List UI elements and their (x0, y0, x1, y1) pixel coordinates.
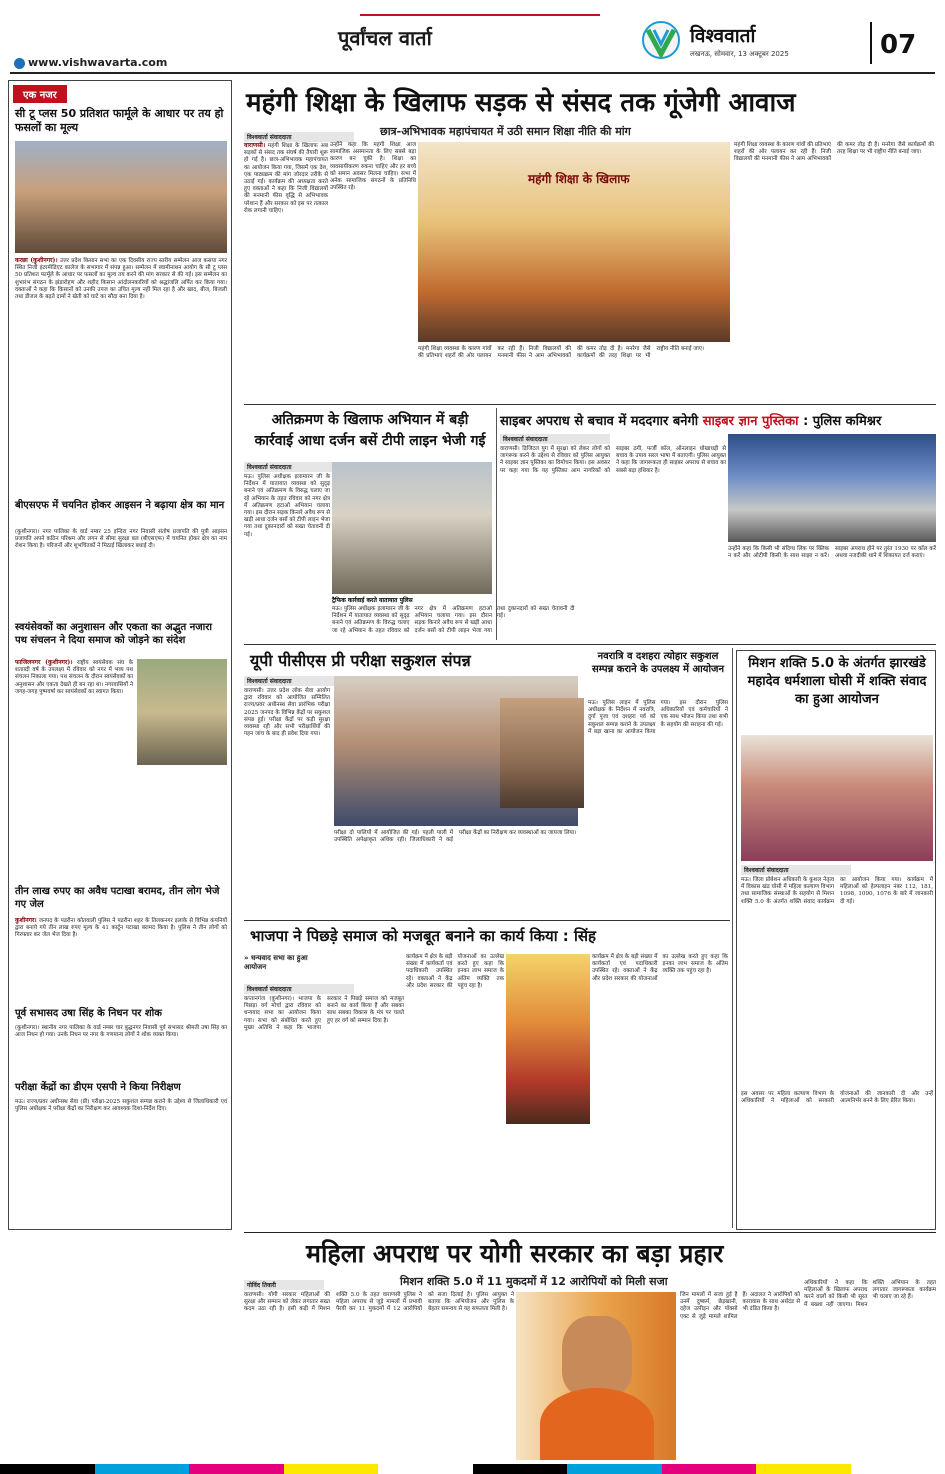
reg-magenta (662, 1464, 757, 1474)
bottom-byline: गोविंद तिवारी (244, 1280, 324, 1290)
divider (244, 920, 730, 921)
lead-headline: महंगी शिक्षा के खिलाफ सड़क से संसद तक गूंजेगी आवाज (246, 88, 796, 118)
navratri-headline: नवरात्रि व दशहरा त्योहार सकुशल सम्पन्न कराने के उपलक्ष्य में आयोजन (591, 651, 725, 675)
bottom-body2: जिन मामलों में सजा हुई है उनमें दुष्कर्म, छेड़खानी, दहेज उत्पीड़न और पॉक्सो एक्ट से जुड़े मामले शामिल हैं। अदालत ने आरोपियों को कारावास के साथ अर्थदंड से भी दंडित किया है। (680, 1292, 800, 1320)
navratri-photo (500, 698, 584, 808)
reg-cyan (567, 1464, 662, 1474)
bjp-kicker: » धन्यवाद सभा का हुआ आयोजन (244, 954, 308, 971)
bottom-rule (244, 1232, 936, 1233)
sidebar-story4-body: कुशीनगर। जनपद के पडरौना कोतवाली पुलिस ने पडरौना शहर के तिलकनगर इलाके से विभिन्न कंपनियों द्वारा बनाये गये तीन लाख रुपए मूल्य के 41 कार्टून पटाखा बरामद किया है। पुलिस ने तीन लोगों को गिरफ्तार कर जेल भेज दिया है। (15, 917, 228, 939)
site-url[interactable]: www.vishwavarta.com (28, 56, 168, 69)
reg-magenta (189, 1464, 284, 1474)
masthead-accent-bar (360, 14, 600, 16)
upsc-body2: परीक्षा दो पालियों में आयोजित की गई। पहली पाली में उपस्थिति अपेक्षाकृत अधिक रही। जिलाधिकारी ने कई परीक्षा केंद्रों का निरीक्षण कर व्यवस्थाओं का जायजा लिया। (334, 830, 577, 844)
divider (244, 644, 936, 645)
cyber-byline: विश्ववार्ता संवाददाता (500, 434, 610, 444)
encroach-byline: विश्ववार्ता संवाददाता (244, 462, 354, 472)
mission-body2: इस अवसर पर महिला कल्याण विभाग के अधिकारियों ने महिलाओं को सरकारी योजनाओं की जानकारी दी और उन्हें आत्मनिर्भर बनने के लिए प्रेरित किया। (741, 1091, 933, 1105)
lead-body-col2: उन्होंने कहा कि महंगी शिक्षा आज सामाजिक असमानता के लिए सबसे बड़ा कारण बन चुकी है। शिक्षा का व्यवसायीकरण रुकना चाहिए और हर बच्चे को समान अवसर मिलना चाहिए। सभा में अनेक सामाजिक संगठनों के प्रतिनिधि उपस्थित रहे। (330, 142, 416, 192)
bottom-body: वाराणसी। योगी सरकार महिलाओं की सुरक्षा और सम्मान को लेकर लगातार सख्त कदम उठा रही है। इसी कड़ी में मिशन शक्ति 5.0 के तहत वाराणसी पुलिस ने महिला अपराध से जुड़े मामलों में प्रभावी पैरवी कर 11 मुकदमों में 12 आरोपियों को सजा दिलाई है। पुलिस आयुक्त ने बताया कि अभियोजन और पुलिस के बेहतर समन्वय से यह सफलता मिली है। (244, 1292, 514, 1313)
cyber-body2: उन्होंने कहा कि किसी भी संदिग्ध लिंक पर क्लिक न करें और ओटीपी किसी के साथ साझा न करें। साइबर अपराध होने पर तुरंत 1930 पर कॉल करें अथवा नजदीकी थाने में शिकायत दर्ज कराएं। (728, 546, 936, 560)
sidebar-story1-body: करछा (कुशीनगर)। उत्तर प्रदेश किसान सभा का एक दिवसीय राज्य स्तरीय सम्मेलन आज कसया नगर स्थित निजी इंटरमीडिएट कालेज के सभागार में संपन्न हुआ। सम्मेलन में स्वामीनाथन आयोग के सी टू प्लस 50 प्रतिशत फार्मूले के आधार पर फसलों का मूल्य तय करने की मांग सरकार से की गई। इस सम्मेलन का शुभारंभ संगठन के झंडारोहण और शहीद किसान आंदोलनकारियों को श्रद्धांजलि अर्पित कर किया गया। वक्ताओं ने कहा कि किसानों को उनकी उपज का उचित मूल्य नहीं मिल रहा है और खाद, बीज, बिजली तथा डीजल के बढ़ते दामों ने खेती को घाटे का सौदा बना दिया है। (15, 257, 227, 301)
print-registration-strip (0, 1464, 945, 1474)
page-number-divider (870, 22, 872, 64)
reg-yellow (284, 1464, 379, 1474)
sidebar-story5-body: (कुशीनगर)। स्थानीय नगर पालिका के वार्ड नम्बर चार बुद्धनगर निवासी पूर्व सभासद श्रीमती उषा सिंह का आज निधन हो गया। उनके निधन पर नगर के गणमान्य लोगों ने शोक व्यक्त किया। (15, 1025, 227, 1039)
lead-photo-banner: महंगी शिक्षा के खिलाफ (528, 172, 630, 186)
bjp-photo (506, 954, 590, 1124)
masthead (0, 0, 945, 70)
sidebar-tag: एक नजर (13, 85, 67, 103)
navratri-body: मऊ। पुलिस लाइन में पुलिस अधीक्षक के निर्देशन में नवरात्रि, दुर्गा पूजा एवं दशहरा पर्व को सकुशल सम्पन्न कराने के उपलक्ष्य में बड़ा खाना का आयोजन किया गया। इस दौरान पुलिस अधिकारियों एवं कर्मचारियों ने एक साथ भोजन किया तथा सभी के सहयोग की सराहना की गई। (588, 700, 728, 735)
bottom-subhead: मिशन शक्ति 5.0 में 11 मुकदमों में 12 आरोपियों को मिली सजा (400, 1275, 668, 1288)
upsc-headline: यूपी पीसीएस प्री परीक्षा सकुशल संपन्न (250, 651, 471, 670)
reg-cyan (95, 1464, 190, 1474)
mission-body: मऊ। जिला प्रोबेशन अधिकारी के कुशल नेतृत्व में विकास खंड घोसी में महिला कल्याण विभाग तथा सामाजिक संस्थाओं के सहयोग से मिशन शक्ति 5.0 के अंतर्गत शक्ति संवाद कार्यक्रम का आयोजन किया गया। कार्यक्रम में महिलाओं को हेल्पलाइन नंबर 112, 181, 1098, 1090, 1076 के बारे में जानकारी दी गई। (741, 877, 933, 905)
bjp-body3: कार्यक्रम में क्षेत्र के बड़ी संख्या में कार्यकर्ता एवं पदाधिकारी उपस्थित रहे। वक्ताओं ने केंद्र और प्रदेश सरकार की योजनाओं का उल्लेख करते हुए कहा कि इनका लाभ समाज के अंतिम व्यक्ति तक पहुंच रहा है। (592, 954, 728, 982)
reg-yellow (756, 1464, 851, 1474)
sidebar-story2-body: (कुशीनगर)। नगर पालिका के वार्ड नम्बर 25 इन्दिरा नगर निवासी संतोष प्रजापति की पुत्री आइसन प्रजापति अपने कठिन परिश्रम और लगन से सीमा सुरक्षा बल (बीएसएफ) में चयनित होकर क्षेत्र का नाम रोशन किया है। परिजनों और शुभचिंतकों ने मिठाई खिलाकर बधाई दी। (15, 529, 227, 550)
brand-logo-icon (640, 20, 682, 60)
reg-black (0, 1464, 95, 1474)
encroach-photo (332, 462, 492, 594)
bjp-body2: कार्यक्रम में क्षेत्र के बड़ी संख्या में कार्यकर्ता एवं पदाधिकारी उपस्थित रहे। वक्ताओं ने केंद्र और प्रदेश सरकार की योजनाओं का उल्लेख करते हुए कहा कि इनका लाभ समाज के अंतिम व्यक्ति तक पहुंच रहा है। (406, 954, 504, 989)
reg-white (851, 1464, 945, 1474)
cyber-photo (728, 434, 936, 542)
sidebar-story1-photo (15, 141, 227, 253)
bottom-body3: अधिकारियों ने कहा कि महिलाओं के खिलाफ अपराध करने वालों को किसी भी सूरत में बख्शा नहीं जाएगा। मिशन शक्ति अभियान के तहत लगातार जागरूकता कार्यक्रम भी चलाए जा रहे हैं। (804, 1280, 936, 1308)
sidebar-story3-headline: स्वयंसेवकों का अनुशासन और एकता का अद्भुत नजारा पथ संचलन ने दिया समाज को जोड़ने का संदेश (15, 622, 212, 646)
sidebar-story5-headline: पूर्व सभासद उषा सिंह के निधन पर शोक (15, 1008, 162, 1019)
lead-body-col1: वाराणसी। महंगी शिक्षा के खिलाफ अब सड़कों से संसद तक संघर्ष की तैयारी शुरू हो गई है। छात्र-अभिभावक महापंचायत का आयोजन किया गया, जिसमें एक देश, एक पाठ्यक्रम की मांग जोरदार तरीके से उठाई गई। कार्यक्रम की अध्यक्षता करते हुए वक्ताओं ने कहा कि निजी विद्यालयों की मनमानी फीस वृद्धि से अभिभावक परेशान हैं और सरकार को इस पर तत्काल रोक लगानी चाहिए। (244, 142, 328, 214)
encroach-caption: ट्रैफिक कार्रवाई करते यातायात पुलिस (332, 597, 413, 604)
sidebar-story6-headline: परीक्षा केंद्रों का डीएम एसपी ने किया निरीक्षण (15, 1082, 181, 1093)
encroach-body-b: मऊ। पुलिस अधीक्षक इलामारन जी के निर्देशन में यातायात व्यवस्था को सुदृढ़ बनाने एवं अतिक्रमण के विरुद्ध चलाए जा रहे अभियान के तहत रविवार को नगर क्षेत्र में अतिक्रमण हटाओ अभियान चलाया गया। इस दौरान सड़क किनारे अवैध रूप से खड़ी आधा दर्जन बसों को टीपी लाइन भेजा गया तथा दुकानदारों को सख्त चेतावनी दी गई। (332, 606, 575, 634)
lead-subhead: छात्र-अभिभावक महापंचायत में उठी समान शिक्षा नीति की मांग (380, 125, 631, 138)
divider (244, 404, 936, 405)
section-title: पूर्वांचल वार्ता (338, 26, 432, 50)
sidebar-story1-headline: सी टू प्लस 50 प्रतिशत फार्मूले के आधार पर तय हो फसलों का मूल्य (15, 107, 224, 134)
encroach-headline: अतिक्रमण के खिलाफ अभियान में बड़ी कार्रवाई आधा दर्जन बसें टीपी लाइन भेजी गई (254, 412, 486, 449)
bottom-headline: महिला अपराध पर योगी सरकार का बड़ा प्रहार (306, 1239, 724, 1268)
upsc-byline: विश्ववार्ता संवाददाता (244, 676, 354, 686)
brand-name: विश्ववार्ता (690, 25, 756, 47)
bottom-photo (516, 1292, 676, 1460)
masthead-rule (10, 72, 935, 74)
date-line: लखनऊ, सोमवार, 13 अक्टूबर 2025 (690, 50, 789, 58)
lead-byline: विश्ववार्ता संवाददाता (244, 132, 354, 142)
page-number: 07 (880, 30, 917, 60)
sidebar-story3-photo (137, 659, 227, 765)
sidebar-story6-body: मऊ। राज्य/प्रवर अधीनस्थ सेवा (प्री) परीक्षा-2025 सकुशल सम्पन्न कराने के उद्देश्य से जिलाधिकारी एवं पुलिस अधीक्षक ने परीक्षा केंद्रों का निरीक्षण कर आवश्यक दिशा-निर्देश दिए। (15, 1099, 227, 1113)
lead-photo (418, 142, 730, 342)
mission-headline: मिशन शक्ति 5.0 के अंतर्गत झारखंडे महादेव धर्मशाला घोसी में शक्ति संवाद का हुआ आयोजन (747, 656, 927, 707)
mission-photo (741, 735, 933, 861)
bjp-body: कप्तानगंज (कुशीनगर)। भाजपा के पिछड़ा वर्ग मोर्चा द्वारा रविवार को धन्यवाद सभा का आयोजन किया गया। सभा को संबोधित करते हुए मुख्य अतिथि ने कहा कि भाजपा सरकार ने पिछड़े समाज को मजबूत बनाने का कार्य किया है और सबका साथ सबका विकास के मंत्र पर चलते हुए हर वर्ग को सम्मान दिया है। (244, 996, 404, 1031)
bjp-byline: विश्ववार्ता संवाददाता (244, 984, 354, 994)
portrait-shape (562, 1316, 632, 1396)
lead-body-col3: महंगी शिक्षा व्यवस्था के कारण गांवों की प्रतिभाएं शहरों की ओर पलायन कर रही हैं। निजी विद्यालयों की मनमानी फीस ने आम अभिभावकों की कमर तोड़ दी है। मनरेगा जैसे कार्यक्रमों की तरह शिक्षा पर भी राष्ट्रीय नीति बनाई जाए। (418, 346, 705, 360)
vertical-divider (496, 408, 497, 640)
upsc-body: वाराणसी। उत्तर प्रदेश लोक सेवा आयोग द्वारा रविवार को आयोजित सम्मिलित राज्य/प्रवर अधीनस्थ सेवा प्रारंभिक परीक्षा 2025 जनपद के विभिन्न केंद्रों पर सकुशल संपन्न हुई। परीक्षा केंद्रों पर कड़ी सुरक्षा व्यवस्था रही और सभी परीक्षार्थियों की गहन जांच के बाद ही प्रवेश दिया गया। (244, 688, 330, 738)
chevron-icon: » (244, 954, 251, 962)
reg-white (378, 1464, 473, 1474)
encroach-body: मऊ। पुलिस अधीक्षक इलामारन जी के निर्देशन में यातायात व्यवस्था को सुदृढ़ बनाने एवं अतिक्रमण के विरुद्ध चलाए जा रहे अभियान के तहत रविवार को नगर क्षेत्र में अतिक्रमण हटाओ अभियान चलाया गया। इस दौरान सड़क किनारे अवैध रूप से खड़ी आधा दर्जन बसों को टीपी लाइन भेजा गया तथा दुकानदारों को सख्त चेतावनी दी गई। (244, 474, 330, 538)
cyber-headline: साइबर अपराध से बचाव में मददगार बनेगी साइबर ज्ञान पुस्तिका : पुलिस कमिश्नर (500, 414, 882, 429)
sidebar-story1-place: करछा (कुशीनगर)। (15, 257, 58, 264)
sidebar (8, 80, 232, 1230)
globe-icon (14, 58, 25, 69)
portrait-robe (540, 1388, 654, 1460)
mission-byline: विश्ववार्ता संवाददाता (741, 865, 851, 875)
sidebar-story4-headline: तीन लाख रुपए का अवैध पटाखा बरामद, तीन लोग भेजे गए जेल (15, 886, 220, 910)
cyber-body: वाराणसी। डिजिटल युग में सुरक्षा को लेकर लोगों को जागरूक करने के उद्देश्य से रविवार को पुलिस आयुक्त ने साइबर ज्ञान पुस्तिका का विमोचन किया। इस अवसर पर कहा गया कि यह पुस्तिका आम नागरिकों को साइबर ठगी, फर्जी कॉल, ऑनलाइन धोखाधड़ी से बचाव के उपाय सरल भाषा में बताएगी। पुलिस आयुक्त ने कहा कि जागरूकता ही साइबर अपराध से बचाव का सबसे बड़ा हथियार है। (500, 446, 726, 474)
mission-box (736, 650, 936, 1230)
sidebar-story2-headline: बीएसएफ में चयनित होकर आइसन ने बढ़ाया क्षेत्र का मान (15, 500, 225, 511)
vertical-divider (732, 648, 733, 1228)
sidebar-story3-body: फाजिलनगर (कुशीनगर)। राष्ट्रीय स्वयंसेवक संघ के शताब्दी वर्ष के उपलक्ष्य में रविवार को नगर में भव्य पथ संचलन निकाला गया। पथ संचलन के दौरान स्वयंसेवकों का अनुशासन और एकता देखते ही बन रहा था। नगरवासियों ने जगह-जगह पुष्पवर्षा कर स्वयंसेवकों का स्वागत किया। (15, 659, 133, 695)
reg-black (473, 1464, 568, 1474)
bjp-headline: भाजपा ने पिछड़े समाज को मजबूत बनाने का कार्य किया : सिंह (250, 927, 597, 945)
lead-body-col4: महंगी शिक्षा व्यवस्था के कारण गांवों की प्रतिभाएं शहरों की ओर पलायन कर रही हैं। निजी विद्यालयों की मनमानी फीस ने आम अभिभावकों की कमर तोड़ दी है। मनरेगा जैसे कार्यक्रमों की तरह शिक्षा पर भी राष्ट्रीय नीति बनाई जाए। (734, 142, 934, 163)
